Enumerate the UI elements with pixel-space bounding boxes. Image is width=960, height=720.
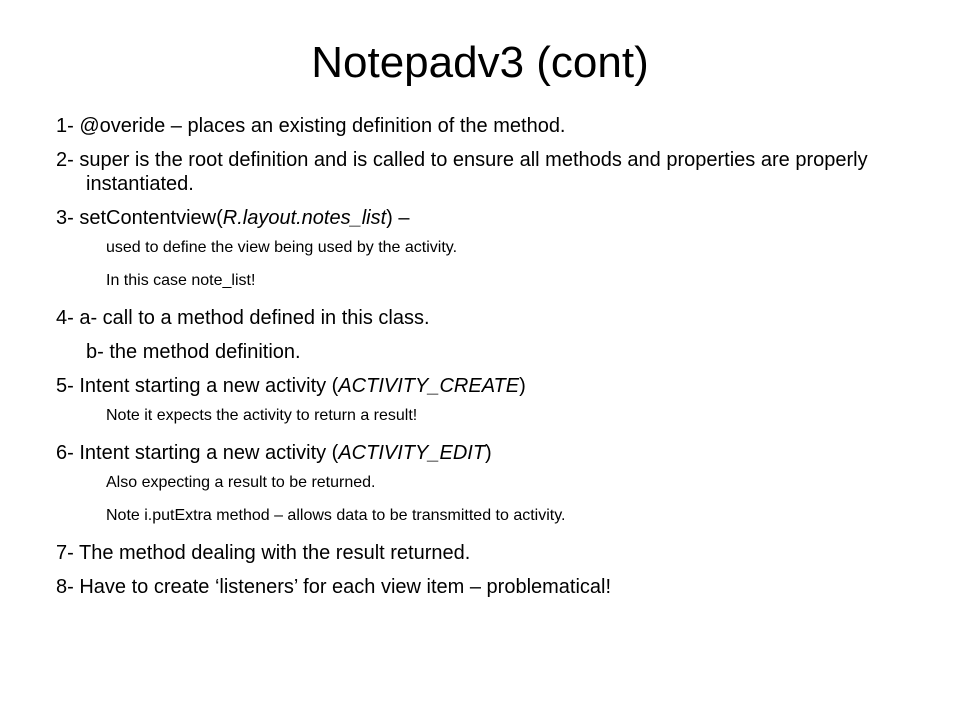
sub-bullet-6a: Also expecting a result to be returned. (106, 474, 376, 491)
slide-title: Notepadv3 (cont) (311, 38, 649, 87)
bullet-6-suffix: ) (485, 442, 492, 464)
bullet-3-suffix: ) – (386, 207, 410, 229)
bullet-5 (56, 374, 916, 398)
bullet-1: 1- @overide – places an existing definition of the method. (56, 115, 566, 137)
bullet-5-prefix: 5- Intent starting a new activity ( (56, 375, 339, 397)
sub-bullet-3a: used to define the view being used by the activity. (106, 239, 458, 256)
bullet-3 (56, 206, 916, 230)
bullet-4b: b- the method definition. (86, 341, 301, 363)
slide-body (56, 114, 916, 609)
bullet-7: 7- The method dealing with the result returned. (56, 542, 471, 564)
sub-bullet-6b: Note i.putExtra method – allows data to be transmitted to activity. (106, 507, 566, 524)
sub-bullet-5a: Note it expects the activity to return a result! (106, 407, 418, 424)
bullet-3-prefix: 3- setContentview( (56, 207, 223, 229)
bullet-5-suffix: ) (519, 375, 526, 397)
sub-bullet-3b: In this case note_list! (106, 272, 256, 289)
bullet-6-code: ACTIVITY_EDIT (338, 442, 486, 464)
bullet-2: 2- super is the root definition and is called to ensure all methods and properties are properly instantiated. (56, 149, 868, 195)
bullet-5-code: ACTIVITY_CREATE (338, 375, 520, 397)
bullet-6 (56, 441, 916, 465)
bullet-8: 8- Have to create ‘listeners’ for each view item – problematical! (56, 576, 612, 598)
bullet-6-prefix: 6- Intent starting a new activity ( (56, 442, 339, 464)
bullet-4a: 4- a- call to a method defined in this class. (56, 307, 430, 329)
bullet-3-code: R.layout.notes_list (222, 207, 387, 229)
